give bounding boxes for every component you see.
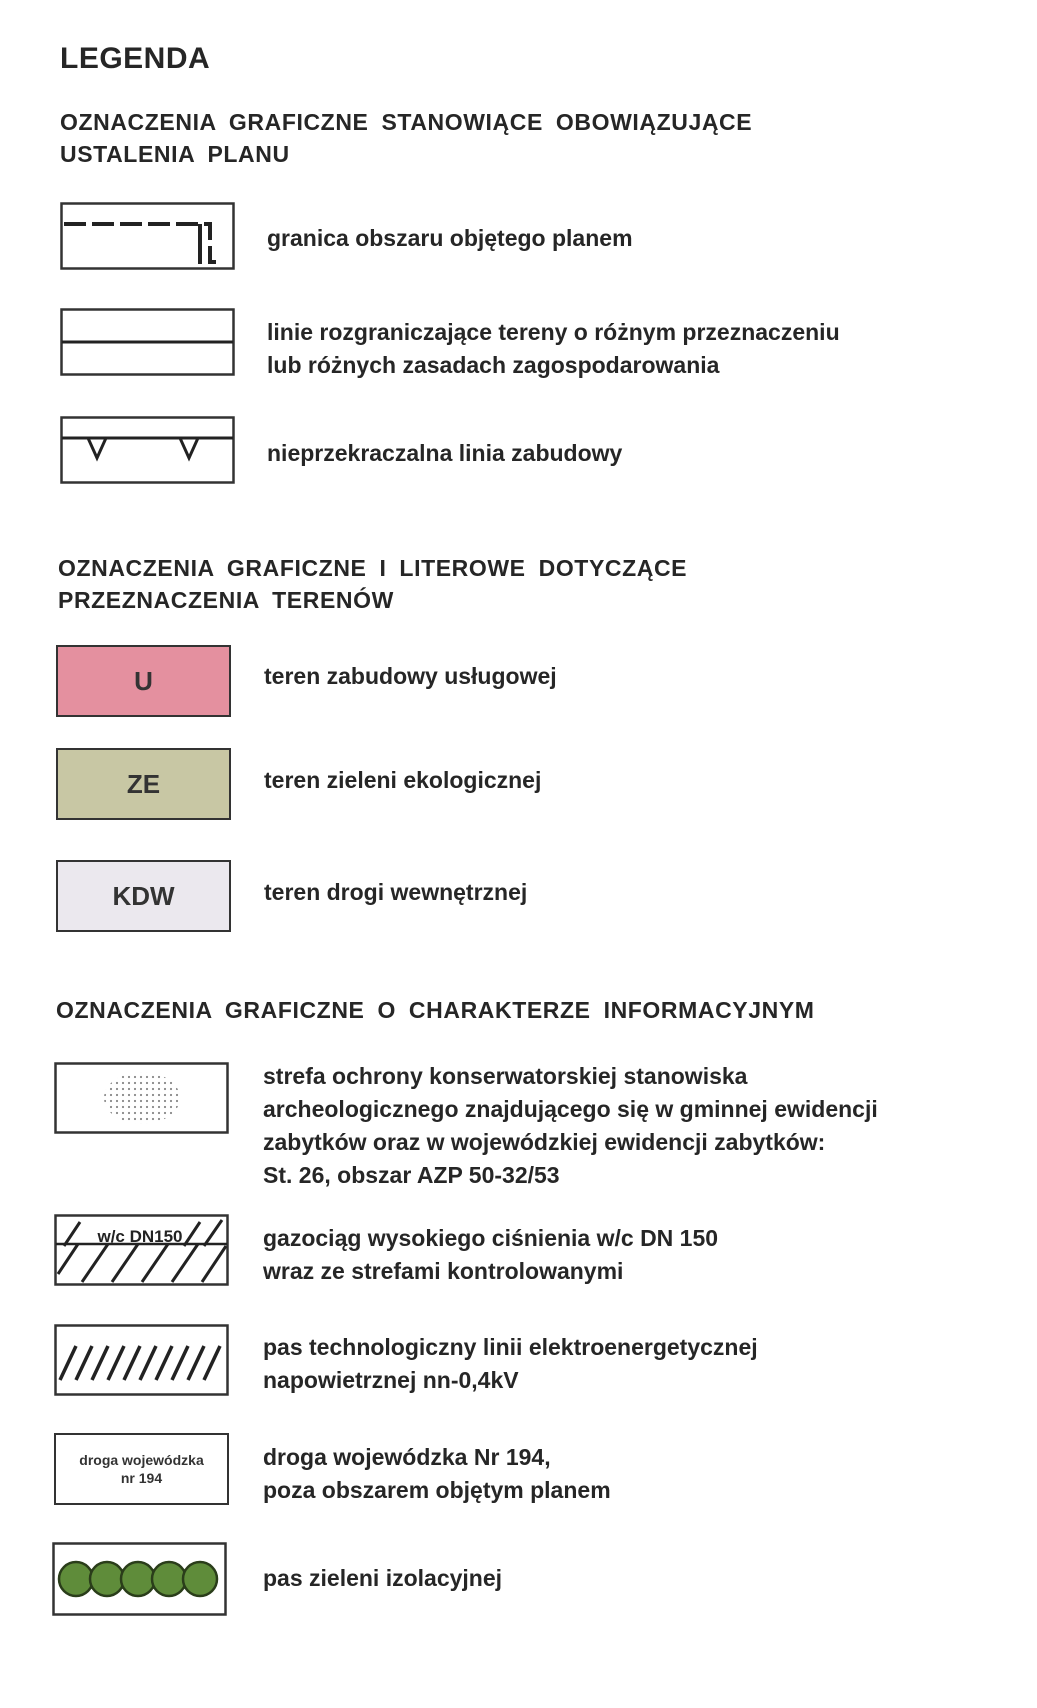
- item-text-line: gazociąg wysokiego ciśnienia w/c DN 150: [263, 1225, 719, 1251]
- legend-item-label: [264, 764, 541, 797]
- section-heading-binding: [60, 106, 752, 170]
- item-text-line: lub różnych zasadach zagospodarowania: [267, 352, 720, 378]
- section-heading-informational: [56, 994, 815, 1026]
- conservation-zone-symbol: [54, 1062, 229, 1134]
- legend-item-label: [263, 1222, 718, 1288]
- boundary-line-symbol: [60, 202, 235, 270]
- section-heading-land-use: [58, 552, 687, 616]
- legend-item-label: [263, 1441, 611, 1507]
- swatch-code: U: [134, 665, 153, 696]
- item-text-line: napowietrznej nn-0,4kV: [263, 1367, 519, 1393]
- item-text-line: zabytków oraz w wojewódzkiej ewidencji zabytków:: [263, 1129, 826, 1155]
- service-zone-swatch: [56, 645, 231, 717]
- legend-item-label: [264, 876, 527, 909]
- legend-item-label: [263, 1562, 502, 1595]
- pipeline-code: w/c DN150: [97, 1227, 183, 1246]
- legend-item-label: [267, 222, 633, 255]
- road-code-line: droga wojewódzka: [79, 1452, 204, 1468]
- section-heading-line: OZNACZENIA GRAFICZNE STANOWIĄCE OBOWIĄZUJĄCE: [60, 109, 753, 135]
- road-code-line: nr 194: [120, 1470, 163, 1486]
- gas-pipeline-symbol: [54, 1214, 229, 1286]
- item-text-line: pas technologiczny linii elektroenergetycznej: [263, 1334, 758, 1360]
- ecological-green-swatch: [56, 748, 231, 820]
- item-text-line: linie rozgraniczające tereny o różnym przeznaczeniu: [267, 319, 840, 345]
- section-heading-line: OZNACZENIA GRAFICZNE I LITEROWE DOTYCZĄCE: [58, 555, 688, 581]
- item-text-line: strefa ochrony konserwatorskiej stanowiska: [263, 1063, 748, 1089]
- item-text-line: teren zieleni ekologicznej: [264, 767, 542, 793]
- section-heading-line: OZNACZENIA GRAFICZNE O CHARAKTERZE INFORMACYJNYM: [56, 997, 815, 1023]
- legend-item-label: [267, 316, 840, 382]
- section-heading-line: USTALENIA PLANU: [60, 141, 290, 167]
- swatch-code: ZE: [126, 768, 161, 799]
- legend-item-label: [267, 437, 622, 470]
- power-line-symbol: [54, 1324, 229, 1396]
- item-text-line: teren zabudowy usługowej: [264, 663, 557, 689]
- item-text-line: St. 26, obszar AZP 50-32/53: [263, 1162, 560, 1188]
- item-text-line: teren drogi wewnętrznej: [264, 879, 528, 905]
- item-text-line: poza obszarem objętym planem: [263, 1477, 611, 1503]
- item-text-line: nieprzekraczalna linia zabudowy: [267, 440, 623, 466]
- item-text-line: pas zieleni izolacyjnej: [263, 1565, 503, 1591]
- swatch-code: KDW: [112, 880, 175, 911]
- internal-road-swatch: [56, 860, 231, 932]
- legend-item-label: [263, 1060, 878, 1192]
- legend-item-label: [263, 1331, 758, 1397]
- demarcation-line-symbol: [60, 308, 235, 376]
- item-text-line: archeologicznego znajdującego się w gminnej ewidencji: [263, 1096, 878, 1122]
- item-text-line: wraz ze strefami kontrolowanymi: [263, 1258, 624, 1284]
- item-text-line: granica obszaru objętego planem: [267, 225, 633, 251]
- legend-item-label: [264, 660, 557, 693]
- isolation-green-symbol: [52, 1542, 227, 1616]
- building-line-symbol: [60, 416, 235, 484]
- provincial-road-symbol: [54, 1433, 229, 1505]
- item-text-line: droga wojewódzka Nr 194,: [263, 1444, 551, 1470]
- section-heading-line: PRZEZNACZENIA TERENÓW: [58, 587, 394, 613]
- legend-title: LEGENDA: [60, 42, 211, 75]
